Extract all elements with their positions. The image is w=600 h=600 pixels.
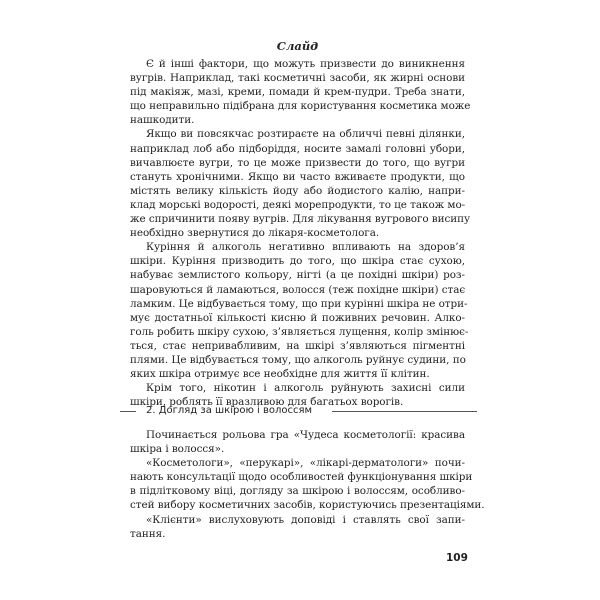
text-line: необхідно звернутися до лікаря-косметолога. <box>130 227 380 240</box>
text-line: стей вибору косметичних засобів, користуючись презентаціями. <box>130 499 485 512</box>
paragraph <box>130 127 471 240</box>
text-line: під макіяж, мазі, креми, помади й крем-пудри. Треба знати, <box>130 86 465 99</box>
paragraph <box>130 456 485 512</box>
text-line: голь робить шкіру сухою, з’являється лущення, колір змінює- <box>130 325 469 338</box>
paragraph <box>130 513 465 541</box>
section-text-block <box>130 428 485 541</box>
main-text-block <box>130 57 471 409</box>
text-line: клад морські водорості, деякі морепродукти, то це також мо- <box>130 198 466 211</box>
text-line: вугрів. Наприклад, такі косметичні засоби, як жирні основи <box>130 72 465 85</box>
text-line: тання. <box>130 527 166 540</box>
page-number: 109 <box>446 552 468 564</box>
text-line: ться, стає непривабливим, на шкірі з’являються пігментні <box>130 339 465 352</box>
text-line: Крім того, нікотин і алкоголь руйнують захисні сили <box>146 382 465 395</box>
section-title: 2. Догляд за шкірою і волоссям <box>146 405 313 416</box>
section-header <box>130 404 465 418</box>
text-line: наприклад лоб або підборіддя, носите замалі головні убори, <box>130 142 465 155</box>
text-line: шкіра і волосся». <box>130 443 225 456</box>
text-line: набуває землистого кольору, нігті (а це похідні шкіри) роз- <box>130 269 465 282</box>
text-line: ламким. Це відбувається тому, що при курінні шкіра не отри- <box>130 297 468 310</box>
text-line: стануть хронічними. Якщо ви часто вживаєте продукти, що <box>130 170 465 183</box>
text-line: що неправильно підібрана для користування косметика може <box>130 100 471 113</box>
text-line: нають консультації щодо особливостей функціонування шкіри <box>130 471 473 484</box>
text-line: «Косметологи», «перукарі», «лікарі-дерматологи» почи- <box>146 457 465 470</box>
paragraph <box>130 240 469 381</box>
text-line: Якщо ви повсякчас розтираєте на обличчі певні ділянки, <box>146 128 465 141</box>
text-line: мує достатньої кількості кисню й поживних речовин. Алко- <box>130 311 465 324</box>
text-line: Починається рольова гра «Чудеса косметології: красива <box>146 429 465 441</box>
text-line: Є й інші фактори, що можуть призвести до виникнення <box>146 58 465 70</box>
text-line: Куріння й алкоголь негативно впливають на здоров’я <box>146 241 465 254</box>
text-line: вичавлюєте вугри, то це може призвести до того, що вугри <box>130 156 465 169</box>
text-line: плями. Це відбувається тому, що алкоголь руйнує судини, по <box>130 353 466 366</box>
text-line: шкіри. Куріння призводить до того, що шкіра стає сухою, <box>130 255 465 268</box>
text-line: яких шкіра отримує все необхідне для життя її клітин. <box>130 368 430 381</box>
text-line: «Клієнти» вислуховують доповіді і ставлять свої запи- <box>146 513 465 526</box>
paragraph <box>130 428 465 456</box>
text-line: в підлітковому віці, догляду за шкірою і волоссям, особливо- <box>130 485 465 498</box>
section-rule-right <box>332 411 477 412</box>
section-rule-left <box>120 411 136 412</box>
text-line: містять велику кількість йоду або йодистого калію, напри- <box>130 184 465 197</box>
text-line: нашкодити. <box>130 114 195 127</box>
text-line: же спричинити появу вугрів. Для лікування вугрового висипу <box>130 213 471 226</box>
text-line: шаровуються й ламаються, волосся (теж похідне шкіри) стає <box>130 283 466 296</box>
text-line: шкіри, роблять її вразливою для багатьох ворогів. <box>130 396 404 409</box>
slide-heading: Слайд <box>276 39 319 53</box>
paragraph <box>130 57 471 127</box>
